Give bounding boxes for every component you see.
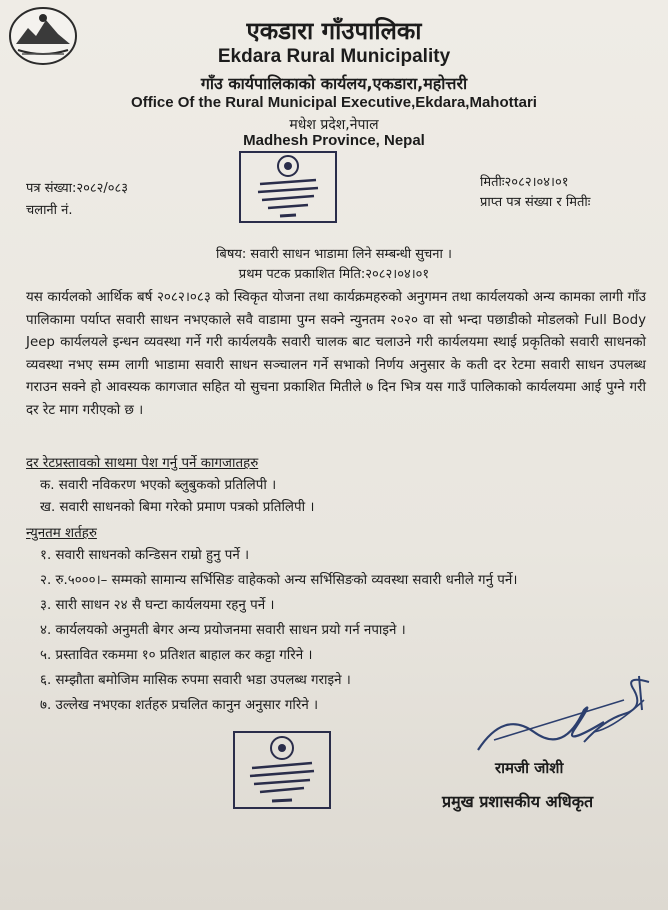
document-item: क. सवारी नविकरण भएको ब्लुबुकको प्रतिलिपी । <box>40 478 277 493</box>
signatory-title: प्रमुख प्रशासकीय अधिकृत <box>442 792 594 811</box>
received-letter-ref: प्राप्त पत्र संख्या र मितीः <box>480 195 591 210</box>
issue-date: मितीः२०८२।०४।०१ <box>480 175 569 190</box>
condition-item: १. सवारी साधनको कन्डिसन राम्रो हुनु पर्ने । <box>40 548 250 563</box>
handwritten-signature <box>474 670 659 770</box>
first-published-date: प्रथम पटक प्रकाशित मिति:२०८२।०४।०१ <box>238 267 430 282</box>
condition-item: ३. सारी साधन २४ सै घन्टा कार्यलयमा रहनु पर्ने । <box>40 598 275 613</box>
province-nepali: मधेश प्रदेश,नेपाल <box>289 117 379 133</box>
condition-item: २. रु.५०००।– सम्मको सामान्य सर्भिसिङ वाहेकको अन्य सर्भिसिङको व्यवस्था सवारी धनीले गर्नु पर्ने। <box>40 573 518 588</box>
municipality-title-nepali: एकडारा गाँउपालिका <box>246 17 422 45</box>
signatory-name: रामजी जोशी <box>495 759 564 777</box>
documents-heading: दर रेटप्रस्तावको साथमा पेश गर्नु पर्ने कागजातहरु <box>26 456 259 471</box>
condition-item: ६. सम्झौता बमोजिम मासिक रुपमा सवारी भडा उपलब्ध गराइने । <box>40 673 351 688</box>
office-stamp-bottom <box>232 730 332 810</box>
municipality-title-english: Ekdara Rural Municipality <box>217 46 451 67</box>
letter-number: पत्र संख्या:२०८२/०८३ <box>26 181 129 196</box>
province-english: Madhesh Province, Nepal <box>243 132 425 149</box>
document-item: ख. सवारी साधनको बिमा गरेको प्रमाण पत्रको प्रतिलिपी । <box>40 500 315 515</box>
condition-item: ४. कार्यलयको अनुमती बेगर अन्य प्रयोजनमा सवारी साधन प्रयो गर्न नपाइने । <box>40 623 406 638</box>
conditions-heading: न्युनतम शर्तहरु <box>26 526 97 541</box>
office-name-english: Office Of the Rural Municipal Executive,Ekdara,Mahottari <box>131 94 537 111</box>
office-name-nepali: गाँउ कार्यपालिकाको कार्यलय,एकडारा,महोत्तरी <box>200 74 468 93</box>
condition-item: ५. प्रस्तावित रकममा १० प्रतिशत बाहाल कर कट्टा गरिने । <box>40 648 313 663</box>
notice-body: यस कार्यलको आर्थिक बर्ष २०८२।०८३ को स्विकृत योजना तथा कार्यक्रमहरुको अनुगमन तथा कार्यलयको अन्य कामका लागी गाँउ पालिकामा पर्याप्त सवारी साधन नभएकाले सवै वाडामा पुग्न सक्ने न्युनतम २०२० वा सो भन्दा पछाडीको मोडलको Full Body Jeep कार्यलयले इन्धन व्यवस्था गर्ने गरी कार्यलयकै सवारी चालक बाट चलाउने गरी कार्यलयमा स्थाई प्रकृतिको सवारी साधनको व्यवस्था नभए सम्म लागी भाडामा सवारी साधन सञ्चालन गर्ने सभाको निर्णय अनुसार के कती दर रेटमा सवारी साधन उपलब्ध गराउन सक्ने हो आवस्यक कागजात सहित यो सुचना प्रकाशित मितीले ७ दिन भित्र यस गाउँ पालिकाको कार्यलयमा आई पुग्ने गरी दर रेट माग गरीएको छ । <box>26 290 646 418</box>
condition-item: ७. उल्लेख नभएका शर्तहरु प्रचलित कानुन अनुसार गरिने । <box>40 698 319 713</box>
office-stamp-top <box>238 150 338 224</box>
dispatch-number: चलानी नं. <box>26 203 73 218</box>
notice-subject: बिषय: सवारी साधन भाडामा लिने सम्बन्धी सुचना । <box>216 247 452 262</box>
